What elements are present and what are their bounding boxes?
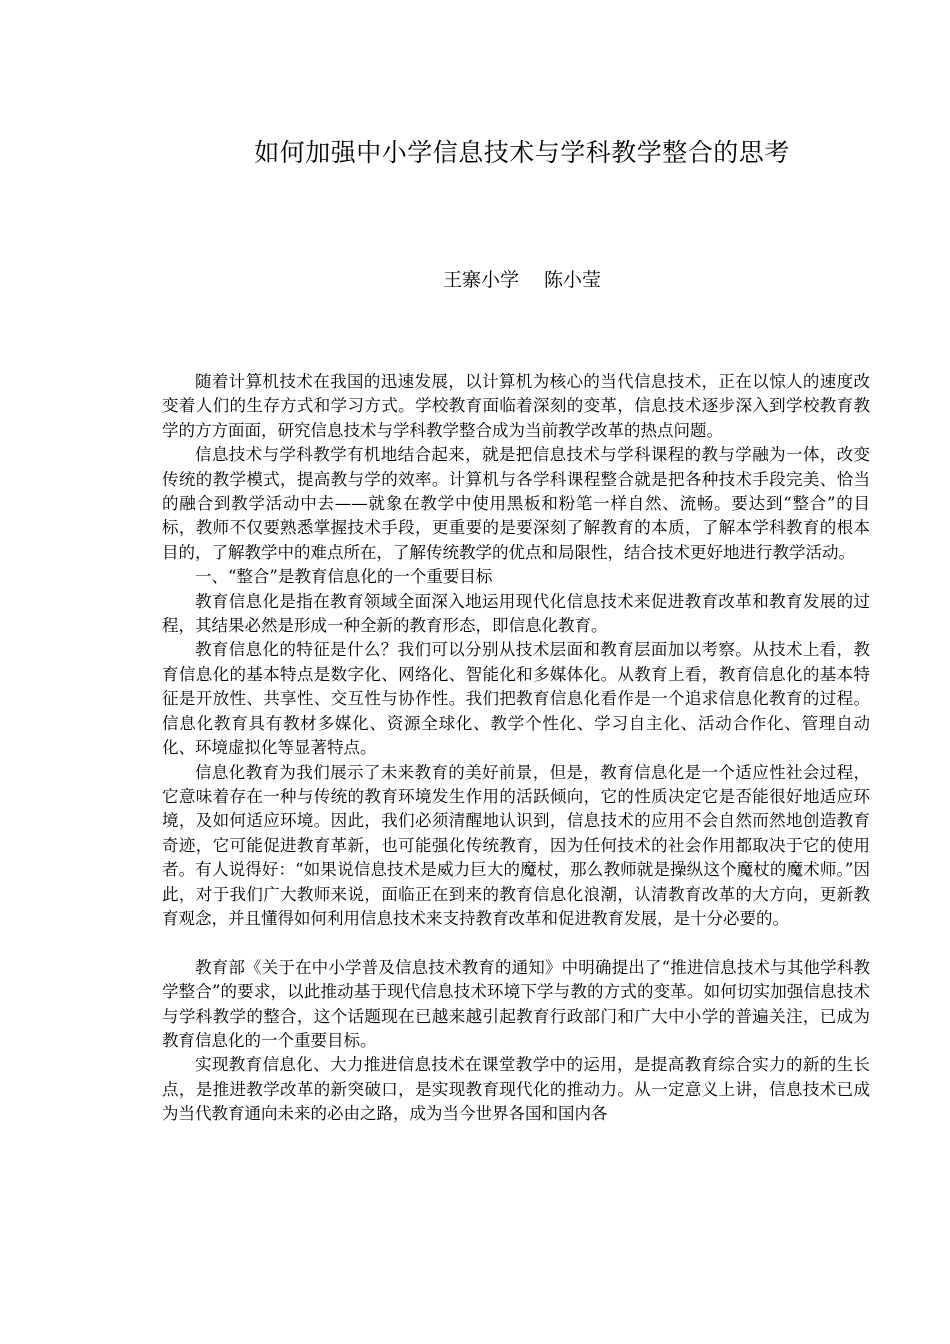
document-body (162, 370, 870, 1127)
paragraph-ministry-notice: 教育部《关于在中小学普及信息技术教育的通知》中明确提出了“推进信息技术与其他学科教学整合”的要求，以此推动基于现代信息技术环境下学与教的方式的变革。如何切实加强信息技术与学科教学的整合，这个话题现在已越来越引起教育行政部门和广大中小学的普遍关注，已成为教育信息化的一个重要目标。 (162, 957, 870, 1050)
paragraph-gap (162, 931, 870, 955)
paragraph-definition: 教育信息化是指在教育领域全面深入地运用现代化信息技术来促进教育改革和教育发展的过程，其结果必然是形成一种全新的教育形态，即信息化教育。 (162, 591, 870, 636)
paragraph-integration: 信息技术与学科教学有机地结合起来，就是把信息技术与学科课程的教与学融为一体，改变传统的教学模式，提高教与学的效率。计算机与各学科课程整合就是把各种技术手段完美、恰当的融合到教学活动中去——就象在教学中使用黑板和粉笔一样自然、流畅。要达到“整合”的目标，教师不仅要熟悉掌握技术手段，更重要的是要深刻了解教育的本质，了解本学科教育的根本目的，了解教学中的难点所在，了解传统教学的优点和局限性，结合技术更好地进行教学活动。 (162, 445, 870, 562)
author-line: 王寨小学 陈小莹 (442, 269, 602, 291)
document-title: 如何加强中小学信息技术与学科教学整合的思考 (254, 138, 790, 167)
section-heading: 一、“整合”是教育信息化的一个重要目标 (195, 567, 493, 587)
paragraph-classroom: 实现教育信息化、大力推进信息技术在课堂教学中的运用，是提高教育综合实力的新的生长点，是推进教学改革的新突破口，是实现教育现代化的推动力。从一定意义上讲，信息技术已成为当代教育通向未来的必由之路，成为当今世界各国和国内各 (162, 1055, 870, 1124)
paragraph-outlook: 信息化教育为我们展示了未来教育的美好前景，但是，教育信息化是一个适应性社会过程，它意味着存在一种与传统的教育环境发生作用的活跃倾向，它的性质决定它是否能很好地适应环境，及如何适应环境。因此，我们必须清醒地认识到，信息技术的应用不会自然而然地创造教育奇迹，它可能促进教育革新，也可能强化传统教育，因为任何技术的社会作用都取决于它的使用者。有人说得好：“如果说信息技术是威力巨大的魔杖，那么教师就是操纵这个魔杖的魔术师。”因此，对于我们广大教师来说，面临正在到来的教育信息化浪潮，认清教育改革的大方向，更新教育观念，并且懂得如何利用信息技术来支持教育改革和促进教育发展，是十分必要的。 (162, 762, 870, 928)
paragraph-intro: 随着计算机技术在我国的迅速发展，以计算机为核心的当代信息技术，正在以惊人的速度改变着人们的生存方式和学习方式。学校教育面临着深刻的变革，信息技术逐步深入到学校教育教学的方方面面，研究信息技术与学科教学整合成为当前教学改革的热点问题。 (162, 372, 870, 440)
paragraph-features: 教育信息化的特征是什么？我们可以分别从技术层面和教育层面加以考察。从技术上看，教育信息化的基本特点是数字化、网络化、智能化和多媒体化。从教育上看，教育信息化的基本特征是开放性、共享性、交互性与协作性。我们把教育信息化看作是一个追求信息化教育的过程。信息化教育具有教材多媒化、资源全球化、教学个性化、学习自主化、活动合作化、管理自动化、环境虚拟化等显著特点。 (162, 640, 870, 758)
